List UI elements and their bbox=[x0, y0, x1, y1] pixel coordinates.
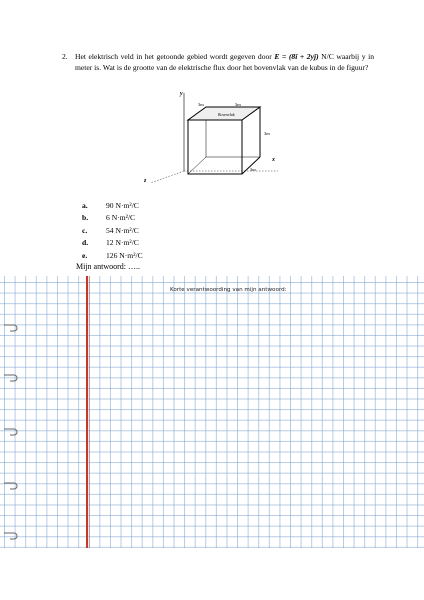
option-letter: d. bbox=[82, 238, 89, 248]
binder-ring-icon bbox=[2, 322, 18, 334]
question-line1: Het elektrisch veld in het getoonde gebied wordt gegeven door bbox=[75, 52, 275, 61]
x-axis-label: x bbox=[272, 157, 275, 163]
question-text bbox=[75, 51, 374, 73]
question-number: 2. bbox=[62, 52, 68, 61]
margin-line-secondary bbox=[89, 276, 90, 548]
z-axis-label: z bbox=[144, 178, 147, 184]
option-value: 126 N·m²/C bbox=[106, 250, 143, 260]
binder-ring-icon bbox=[2, 530, 18, 542]
option-value: 54 N·m²/C bbox=[106, 225, 139, 235]
grid-paper[interactable] bbox=[0, 276, 424, 548]
question-block bbox=[62, 51, 374, 73]
binder-ring-icon bbox=[2, 480, 18, 492]
option-value: 90 N·m²/C bbox=[106, 201, 139, 210]
top-face-label: Bovenvlak bbox=[218, 112, 235, 117]
option-letter: b. bbox=[82, 213, 89, 223]
front-face bbox=[188, 120, 242, 174]
dim-top-label: 3m bbox=[235, 102, 241, 107]
dim-side-label: 3m bbox=[264, 131, 270, 136]
margin-line bbox=[86, 276, 88, 548]
question-line1-end: N/C waarbij y in meter is. Wat is de grootte van de elektrische flux door het bovenvlak van de kubus in de figuur? bbox=[75, 52, 374, 73]
binder-ring-icon bbox=[2, 426, 18, 438]
z-axis-line bbox=[150, 171, 184, 183]
dim-bottom-label: 3m bbox=[250, 167, 256, 172]
option-value: 12 N·m²/C bbox=[106, 238, 139, 248]
justification-title: Korte verantwoording van mijn antwoord: bbox=[170, 287, 287, 293]
binder-ring-icon bbox=[2, 372, 18, 384]
cube-figure bbox=[140, 85, 290, 185]
field-formula: E = (8î + 2yĵ) bbox=[274, 52, 319, 61]
option-letter: e. bbox=[82, 250, 88, 260]
dim-left-label: 3m bbox=[198, 102, 204, 107]
option-letter: c. bbox=[82, 225, 88, 235]
y-axis-label: y bbox=[180, 91, 183, 97]
answer-field[interactable]: Mijn antwoord: ….. bbox=[76, 262, 140, 271]
option-letter: a. bbox=[82, 201, 88, 210]
option-value: 6 N·m²/C bbox=[106, 213, 136, 223]
